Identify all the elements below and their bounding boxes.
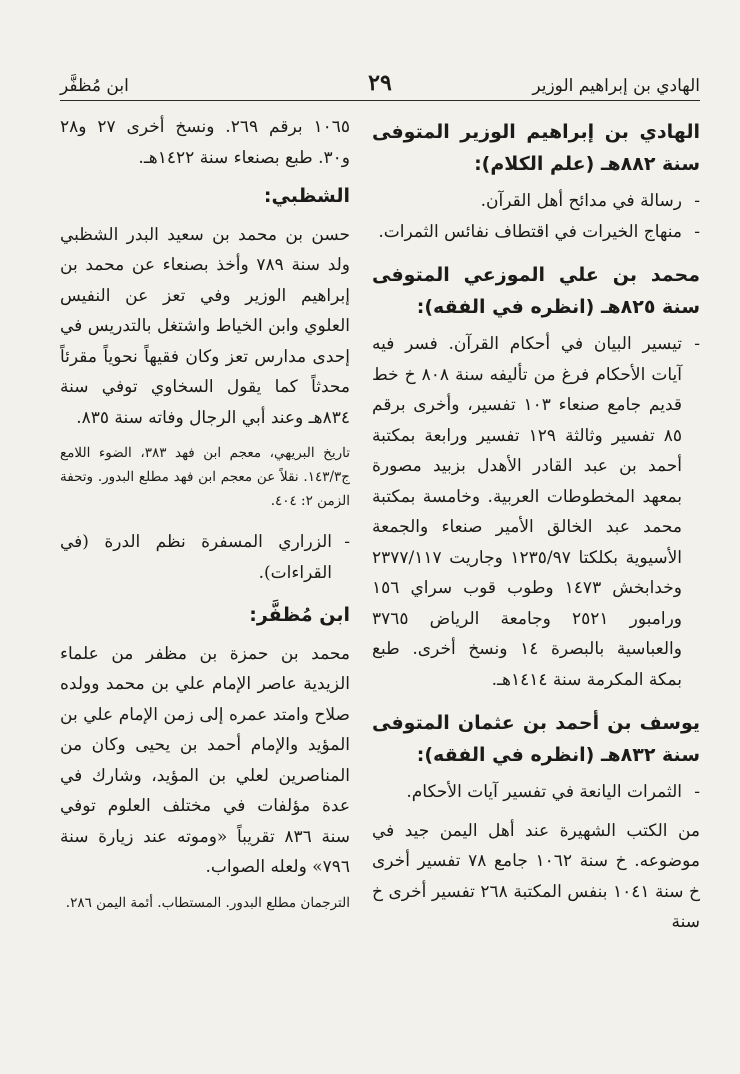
footnote: تاريخ البريهي، معجم ابن فهد ٣٨٣، الضوء اللامع ج١٤٣/٣. نقلاً عن معجم ابن فهد مطلع البدور. وتحفة الزمن ٢: ٤٠٤. (60, 445, 350, 509)
page-number: ٢٩ (368, 70, 392, 96)
entry-title-hadi: الهادي بن إبراهيم الوزير المتوفى سنة ٨٨٢هـ (علم الكلام): (372, 121, 700, 175)
paragraph: حسن بن محمد بن سعيد البدر الشظبي ولد سنة ٧٨٩ وأخذ بصنعاء عن محمد بن إبراهيم الوزير وفي تعز عن النفيس العلوي وابن الخياط واشتغل بالتدريس في إحدى مدارس تعز وكان فقيهاً نحوياً مقرئاً محدثاً كما يقول السخاوي توفي سنة ٨٣٤هـ وعند أبي الرجال وفاته سنة ٨٣٥. (60, 224, 351, 428)
section-heading-shatbi: الشظبي: (263, 185, 350, 207)
footnote: الترجمان مطلع البدور. المستطاب. أئمة اليمن ٢٨٦. (65, 894, 350, 911)
list-item: - الثمرات اليانعة في تفسير آيات الأحكام. (372, 777, 700, 808)
header-rule (60, 100, 700, 101)
list-item: - منهاج الخيرات في اقتطاف نفائس الثمرات. (372, 217, 700, 248)
list-item: - رسالة في مدائح أهل القرآن. (372, 186, 700, 217)
entry-title-mawzai: محمد بن علي الموزعي المتوفى سنة ٨٢٥هـ (انظره في الفقه): (372, 264, 700, 318)
entry-title-yusuf: يوسف بن أحمد بن عثمان المتوفى سنة ٨٣٢هـ (انظره في الفقه): (372, 712, 700, 766)
right-column (372, 112, 700, 946)
running-header (60, 62, 700, 96)
list-item: - الزراري المسفرة نظم الدرة (في القراءات). (60, 527, 350, 588)
header-title-right: الهادي بن إبراهيم الوزير (532, 76, 700, 96)
list-item: - تيسير البيان في أحكام القرآن. فسر فيه آيات الأحكام فرغ من تأليفه سنة ٨٠٨ خ خط قديم جامع صنعاء ١٠٣ تفسير، وأخرى برقم ٨٥ تفسير وثالثة ١٢٩ تفسير ورابعة بمكتبة أحمد بن عبد القادر الأهدل بزبيد مصورة بمعهد المخطوطات العربية. وخامسة بمكتبة محمد عبد الخالق الأمير صنعاء والجمعة الأسيوية بكلكتا ١٢٣٥/٩٧ وجاريت ٢٣٧٧/١١٧ وخدابخش ١٤٧٣ وطوب قوب سراي ١٥٦ ورامبور ٢٥٢١ وجامعة الرياض ٣٧٦٥ والعباسية بالبصرة ١٤ ونسخ أخرى. طبع بمكة المكرمة سنة ١٤١٤هـ. (372, 329, 700, 695)
continued-paragraph: ١٠٦٥ برقم ٢٦٩. ونسخ أخرى ٢٧ و٢٨ و٣٠. طبع بصنعاء سنة ١٤٢٢هـ. (60, 117, 350, 168)
paragraph: محمد بن حمزة بن مظفر من علماء الزيدية عاصر الإمام علي بن محمد وولده صلاح وامتد عمره إلى زمن الإمام علي بن المؤيد والإمام أحمد بن يحيى وكان من المناصرين لعلي بن المؤيد، وشارك في عدة مؤلفات في مختلف العلوم توفي سنة ٨٣٦ تقريباً «وموته عند زيارة سنة ٧٩٦» ولعله الصواب. (60, 643, 350, 877)
paragraph: من الكتب الشهيرة عند أهل اليمن جيد في موضوعه. خ سنة ١٠٦٢ جامع ٧٨ تفسير أخرى خ سنة ١٠٤١ بنفس المكتبة ٢٦٨ تفسير أخرى خ سنة (372, 820, 700, 932)
header-title-left: ابن مُظفَّر (60, 76, 129, 96)
left-column (60, 112, 350, 929)
section-heading-muzaffar: ابن مُظفَّر: (249, 604, 350, 626)
